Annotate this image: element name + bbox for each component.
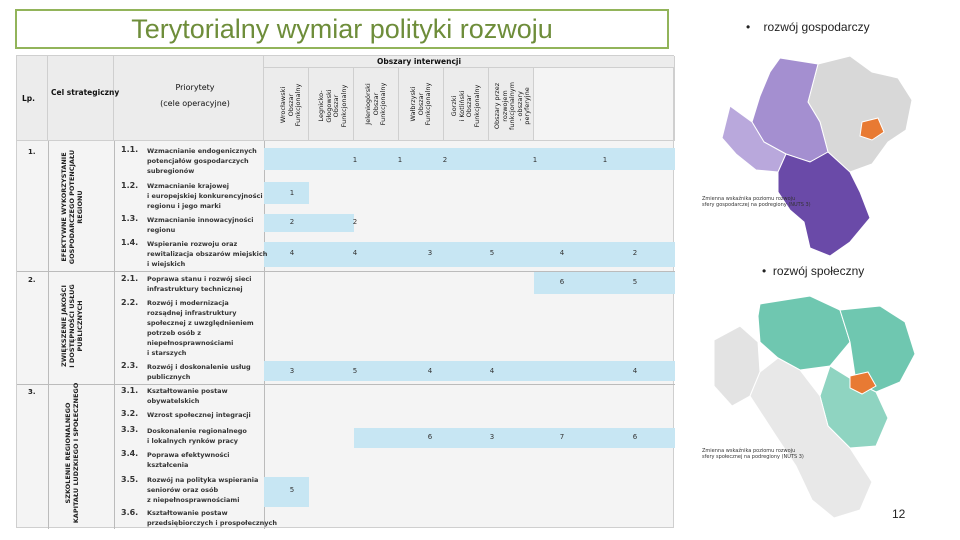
- cell-value: 5: [632, 278, 638, 286]
- group-cel-2: ZWIĘKSZENIE JAKOŚCI I DOSTĘPNOŚCI USŁUG PUBLICZNYCH: [60, 284, 84, 368]
- map-region-teal: [758, 296, 850, 370]
- row-text: Wzmacnianie innowacyjności regionu: [147, 216, 254, 234]
- cell-value: 4: [632, 367, 638, 375]
- page-number: 12: [892, 507, 906, 521]
- area-header-2: Legnicko- Głogowski Obszar Funkcjonalny: [317, 84, 348, 128]
- row-number: 1.3.: [121, 214, 139, 223]
- group-lp-2: 2.: [28, 276, 36, 284]
- bullet-social: • rozwój społeczny: [762, 264, 865, 278]
- group-cel-3: SZKOLENIE REGIONALNEGO KAPITAŁU LUDZKIEGO I SPOŁECZNEGO: [64, 382, 80, 524]
- economic-map-caption: Zmienna wskaźnika poziomu rozwoju sfery gospodarczej na podregiony (NUTS 3): [702, 196, 811, 208]
- row-band-2-3: [264, 361, 675, 381]
- area-header-4: Wałbrzyski Obszar Funkcjonalny: [409, 82, 432, 126]
- cell-value: 2: [632, 249, 638, 257]
- cell-value: 6: [427, 433, 433, 441]
- cell-value: 1: [352, 156, 358, 164]
- row-text: Kształtowanie postaw przedsiębiorczych i prospołecznych: [147, 509, 277, 527]
- cell-value: 6: [632, 433, 638, 441]
- cell-value: 4: [559, 249, 565, 257]
- row-number: 3.4.: [121, 449, 139, 458]
- cell-value: 4: [489, 367, 495, 375]
- economic-map: [700, 42, 930, 258]
- cell-value: 7: [559, 433, 565, 441]
- group-lp-3: 3.: [28, 388, 36, 396]
- cell-value: 1: [602, 156, 608, 164]
- row-text: Poprawa stanu i rozwój sieci infrastruktury technicznej: [147, 275, 252, 293]
- cell-value: 1: [289, 189, 295, 197]
- area-header-1: Wrocławski Obszar Funkcjonalny: [279, 83, 302, 127]
- social-map: [700, 286, 930, 522]
- cell-value: 2: [352, 218, 358, 226]
- header-cel-cell: [48, 56, 114, 141]
- row-text: Wzmacnianie endogenicznych potencjałów gospodarczych subregionów: [147, 147, 257, 175]
- cell-value: 2: [289, 218, 295, 226]
- row-text: Rozwój i doskonalenie usług publicznych: [147, 363, 251, 381]
- cell-value: 4: [427, 367, 433, 375]
- header-obszary-cell: [264, 56, 675, 68]
- intervention-table: [16, 55, 674, 528]
- area-header-5: Gorzki i Kotliński Obszar Funkcjonalny: [450, 84, 481, 128]
- row-text: Wzrost społecznej integracji: [147, 411, 251, 419]
- area-col-blank: [534, 68, 675, 141]
- header-obszary: Obszary interwencji: [377, 57, 462, 66]
- group-cel-1: EFEKTYWNE WYKORZYSTANIE GOSPODARCZEGO POTENCJAŁU REGIONU: [60, 149, 84, 265]
- header-cel: Cel strategiczny: [51, 88, 120, 97]
- row-number: 2.3.: [121, 361, 139, 370]
- cell-value: 3: [489, 433, 495, 441]
- cell-value: 4: [352, 249, 358, 257]
- bullet-economic: • rozwój gospodarczy: [746, 20, 870, 34]
- row-number: 3.1.: [121, 386, 139, 395]
- cell-value: 3: [427, 249, 433, 257]
- row-text: Wspieranie rozwoju oraz rewitalizacja obszarów miejskich i wiejskich: [147, 240, 268, 268]
- cell-value: 5: [489, 249, 495, 257]
- row-band-1-3: [264, 214, 354, 232]
- row-number: 1.2.: [121, 181, 139, 190]
- cell-value: 1: [532, 156, 538, 164]
- row-text: Wzmacnianie krajowej i europejskiej konkurencyjności regionu i jego marki: [147, 182, 263, 210]
- group-divider: [17, 384, 675, 385]
- row-text: Doskonalenie regionalnego i lokalnych rynków pracy: [147, 427, 247, 445]
- row-number: 3.6.: [121, 508, 139, 517]
- row-number: 1.4.: [121, 238, 139, 247]
- row-number: 3.3.: [121, 425, 139, 434]
- cell-value: 5: [289, 486, 295, 494]
- group-lp-1: 1.: [28, 148, 36, 156]
- row-text: Rozwój i modernizacja rozsądnej infrastruktury społecznej z uwzględnieniem potrzeb osób z niepełnosprawnościami i starszych: [147, 299, 254, 357]
- area-header-3: Jeleniogórski Obszar Funkcjonalny: [364, 82, 387, 126]
- column-divider: [114, 141, 115, 529]
- row-text: Kształtowanie postaw obywatelskich: [147, 387, 228, 405]
- row-text: Rozwój na polityka wspierania seniorów oraz osób z niepełnosprawnościami: [147, 476, 259, 504]
- cell-value: 6: [559, 278, 565, 286]
- area-header-6: Obszary przez rozwojem funkcjonalnym - obszary peryferyjne: [493, 82, 531, 130]
- header-lp: Lp.: [22, 94, 35, 103]
- row-band-1-4: [264, 242, 675, 267]
- page-title: Terytorialny wymiar polityki rozwoju: [15, 9, 669, 49]
- header-priorytety: Priorytety (cele operacyjne): [160, 83, 230, 108]
- bullet-social-text: rozwój społeczny: [772, 264, 865, 278]
- cell-value: 2: [442, 156, 448, 164]
- bullet-economic-text: rozwój gospodarczy: [763, 20, 870, 34]
- social-map-caption: Zmienna wskaźnika poziomu rozwoju sfery społecznej na podregiony (NUTS 3): [702, 448, 804, 460]
- row-number: 2.2.: [121, 298, 139, 307]
- row-number: 3.5.: [121, 475, 139, 484]
- cell-value: 5: [352, 367, 358, 375]
- row-number: 3.2.: [121, 409, 139, 418]
- column-divider: [48, 141, 49, 529]
- row-number: 2.1.: [121, 274, 139, 283]
- row-text: Poprawa efektywności kształcenia: [147, 451, 230, 469]
- row-number: 1.1.: [121, 145, 139, 154]
- cell-value: 1: [397, 156, 403, 164]
- cell-value: 3: [289, 367, 295, 375]
- cell-value: 4: [289, 249, 295, 257]
